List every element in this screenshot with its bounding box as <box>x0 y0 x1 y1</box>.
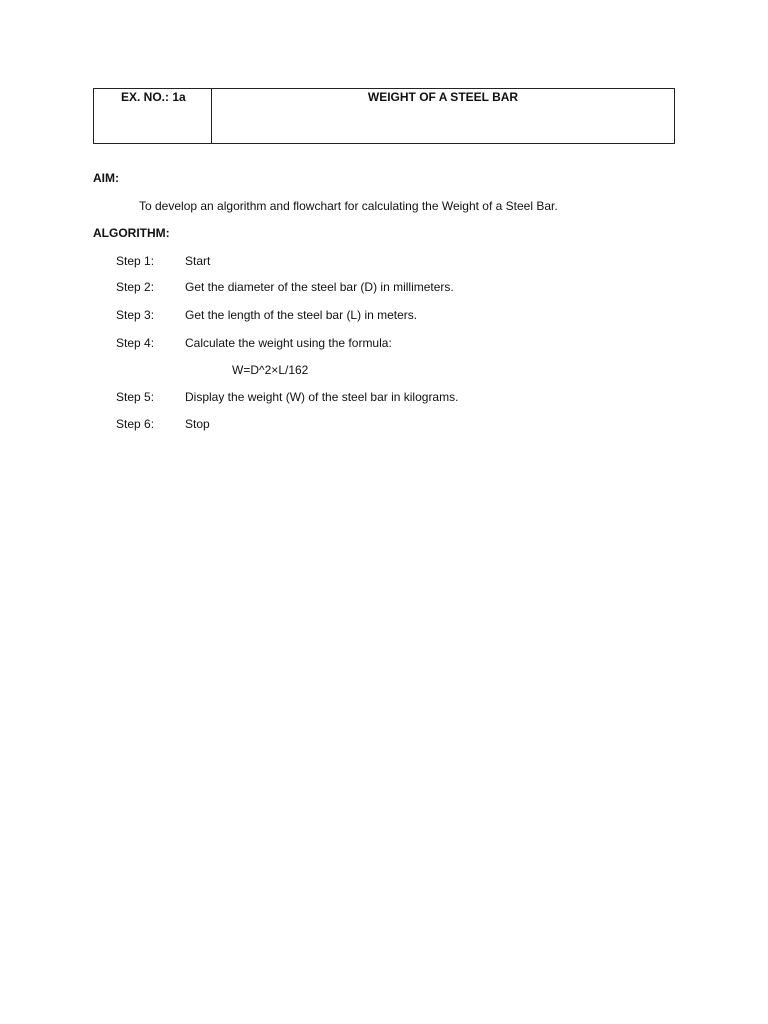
step-text: Get the length of the steel bar (L) in meters. <box>185 308 418 322</box>
step-text: Stop <box>185 417 210 431</box>
step-text: Start <box>185 254 211 268</box>
exercise-number: EX. NO.: 1a <box>121 90 186 104</box>
step-label: Step 5: <box>116 390 155 404</box>
step-label: Step 1: <box>116 254 155 268</box>
aim-text: To develop an algorithm and flowchart for calculating the Weight of a Steel Bar. <box>139 199 558 213</box>
formula: W=D^2×L/162 <box>232 363 309 377</box>
step-text: Display the weight (W) of the steel bar in kilograms. <box>185 390 459 404</box>
step-label: Step 6: <box>116 417 155 431</box>
step-label: Step 3: <box>116 308 155 322</box>
document-title: WEIGHT OF A STEEL BAR <box>367 90 519 104</box>
step-label: Step 4: <box>116 336 155 350</box>
algorithm-heading: ALGORITHM: <box>93 226 170 240</box>
step-label: Step 2: <box>116 280 155 294</box>
step-text: Calculate the weight using the formula: <box>185 336 392 350</box>
header-table <box>93 88 675 144</box>
step-text: Get the diameter of the steel bar (D) in millimeters. <box>185 280 454 294</box>
aim-heading: AIM: <box>93 171 119 185</box>
